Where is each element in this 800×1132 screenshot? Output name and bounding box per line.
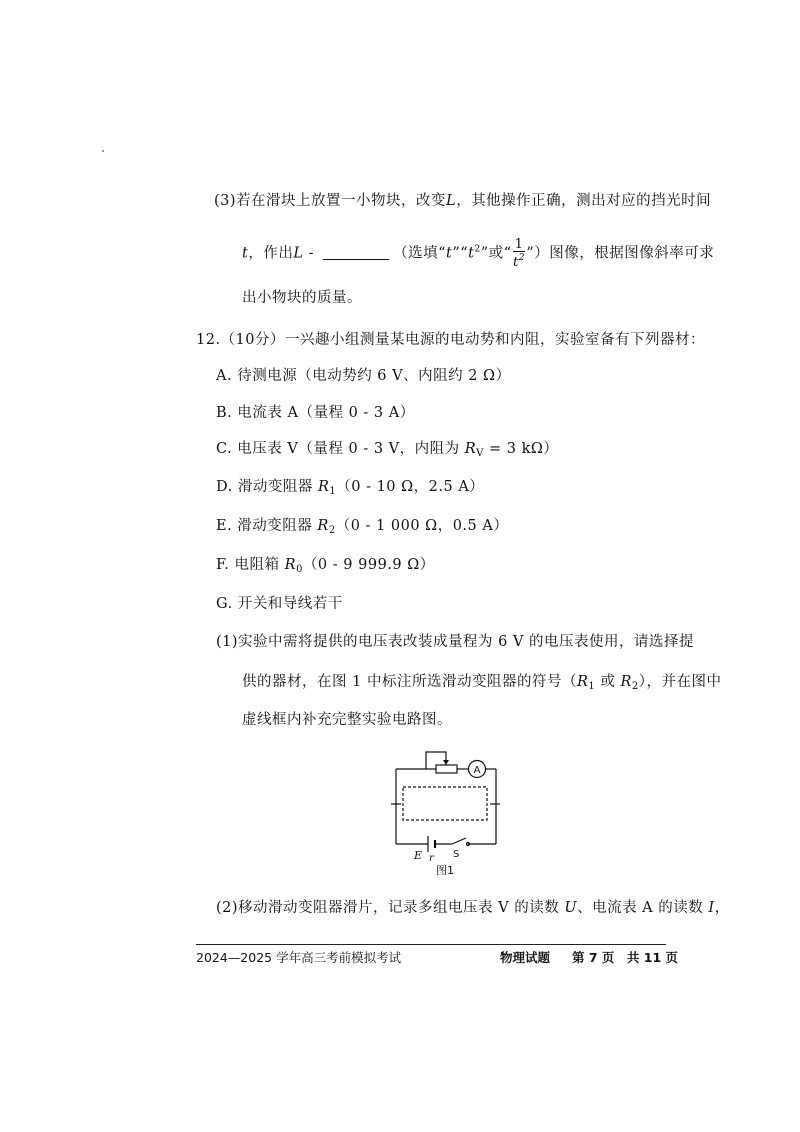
label-s: S — [453, 849, 460, 860]
q3-line2: t，作出L - （选填“$t”“t^2$”或“ $\frac{1}{t^2}$ ”）图像，根据图像斜率可求 — [242, 237, 715, 270]
item-e: E. 滑动变阻器 $R_2(0 - 1$ 000 Ω，0.5 A） — [216, 518, 509, 536]
q3-line1: (3)若在滑块上放置一小物块，改变L，其他操作正确，测出对应的挡光时间 — [214, 193, 712, 209]
part1-line1: (1)实验中需将提供的电压表改装成量程为 6 V 的电压表使用，请选择提 — [216, 634, 695, 650]
answer-blank — [323, 245, 389, 260]
part2-line1: (2)移动滑动变阻器滑片，记录多组电压表 V 的读数 U、电流表 A 的读数 I， — [216, 900, 730, 916]
item-g: G. 开关和导线若干 — [216, 596, 343, 612]
scan-dot — [102, 150, 104, 152]
item-f: F. 电阻箱 $R_0(0 - 9$ 999.9 Ω） — [216, 557, 435, 575]
q3-line3: 出小物块的质量。 — [242, 290, 362, 306]
item-d: D. 滑动变阻器 $R_1(0 - 10$ Ω，2.5 A） — [216, 479, 485, 497]
q12-intro: 12.（10分）一兴趣小组测量某电源的电动势和内阻，实验室备有下列器材： — [196, 332, 706, 348]
item-a: A. 待测电源（电动势约 6 V、内阻约 2 Ω） — [216, 368, 511, 384]
dashed-box — [403, 787, 487, 820]
fraction-one-over-t-squared: $\frac{1}{t^2}$ — [512, 237, 525, 270]
footer-subject: 物理试题 — [500, 950, 551, 965]
ammeter-label: A — [473, 765, 481, 776]
figure-caption: 图1 — [436, 864, 454, 877]
item-c: C. 电压表 V（量程 0 - 3 V，内阻为 $R_V = 3$ kΩ） — [216, 441, 559, 459]
item-b: B. 电流表 A（量程 0 - 3 A） — [216, 405, 415, 421]
part1-line3: 虚线框内补充完整实验电路图。 — [242, 712, 452, 728]
switch-blade — [452, 838, 466, 844]
rheostat-symbol — [436, 765, 457, 773]
label-r: r — [429, 853, 434, 864]
footer-rule — [196, 944, 666, 945]
circuit-diagram — [380, 746, 510, 864]
footer-page-number: 第 7 页 共 11 页 — [572, 950, 678, 965]
label-e: E — [414, 849, 423, 862]
rheostat-arrow — [443, 760, 449, 765]
part1-line2: 供的器材，在图 1 中标注所选滑动变阻器的符号（$R_1$ 或 $R_2$），并在图中 — [242, 674, 722, 692]
footer-exam-title: 2024—2025 学年高三考前模拟考试 — [196, 950, 402, 965]
